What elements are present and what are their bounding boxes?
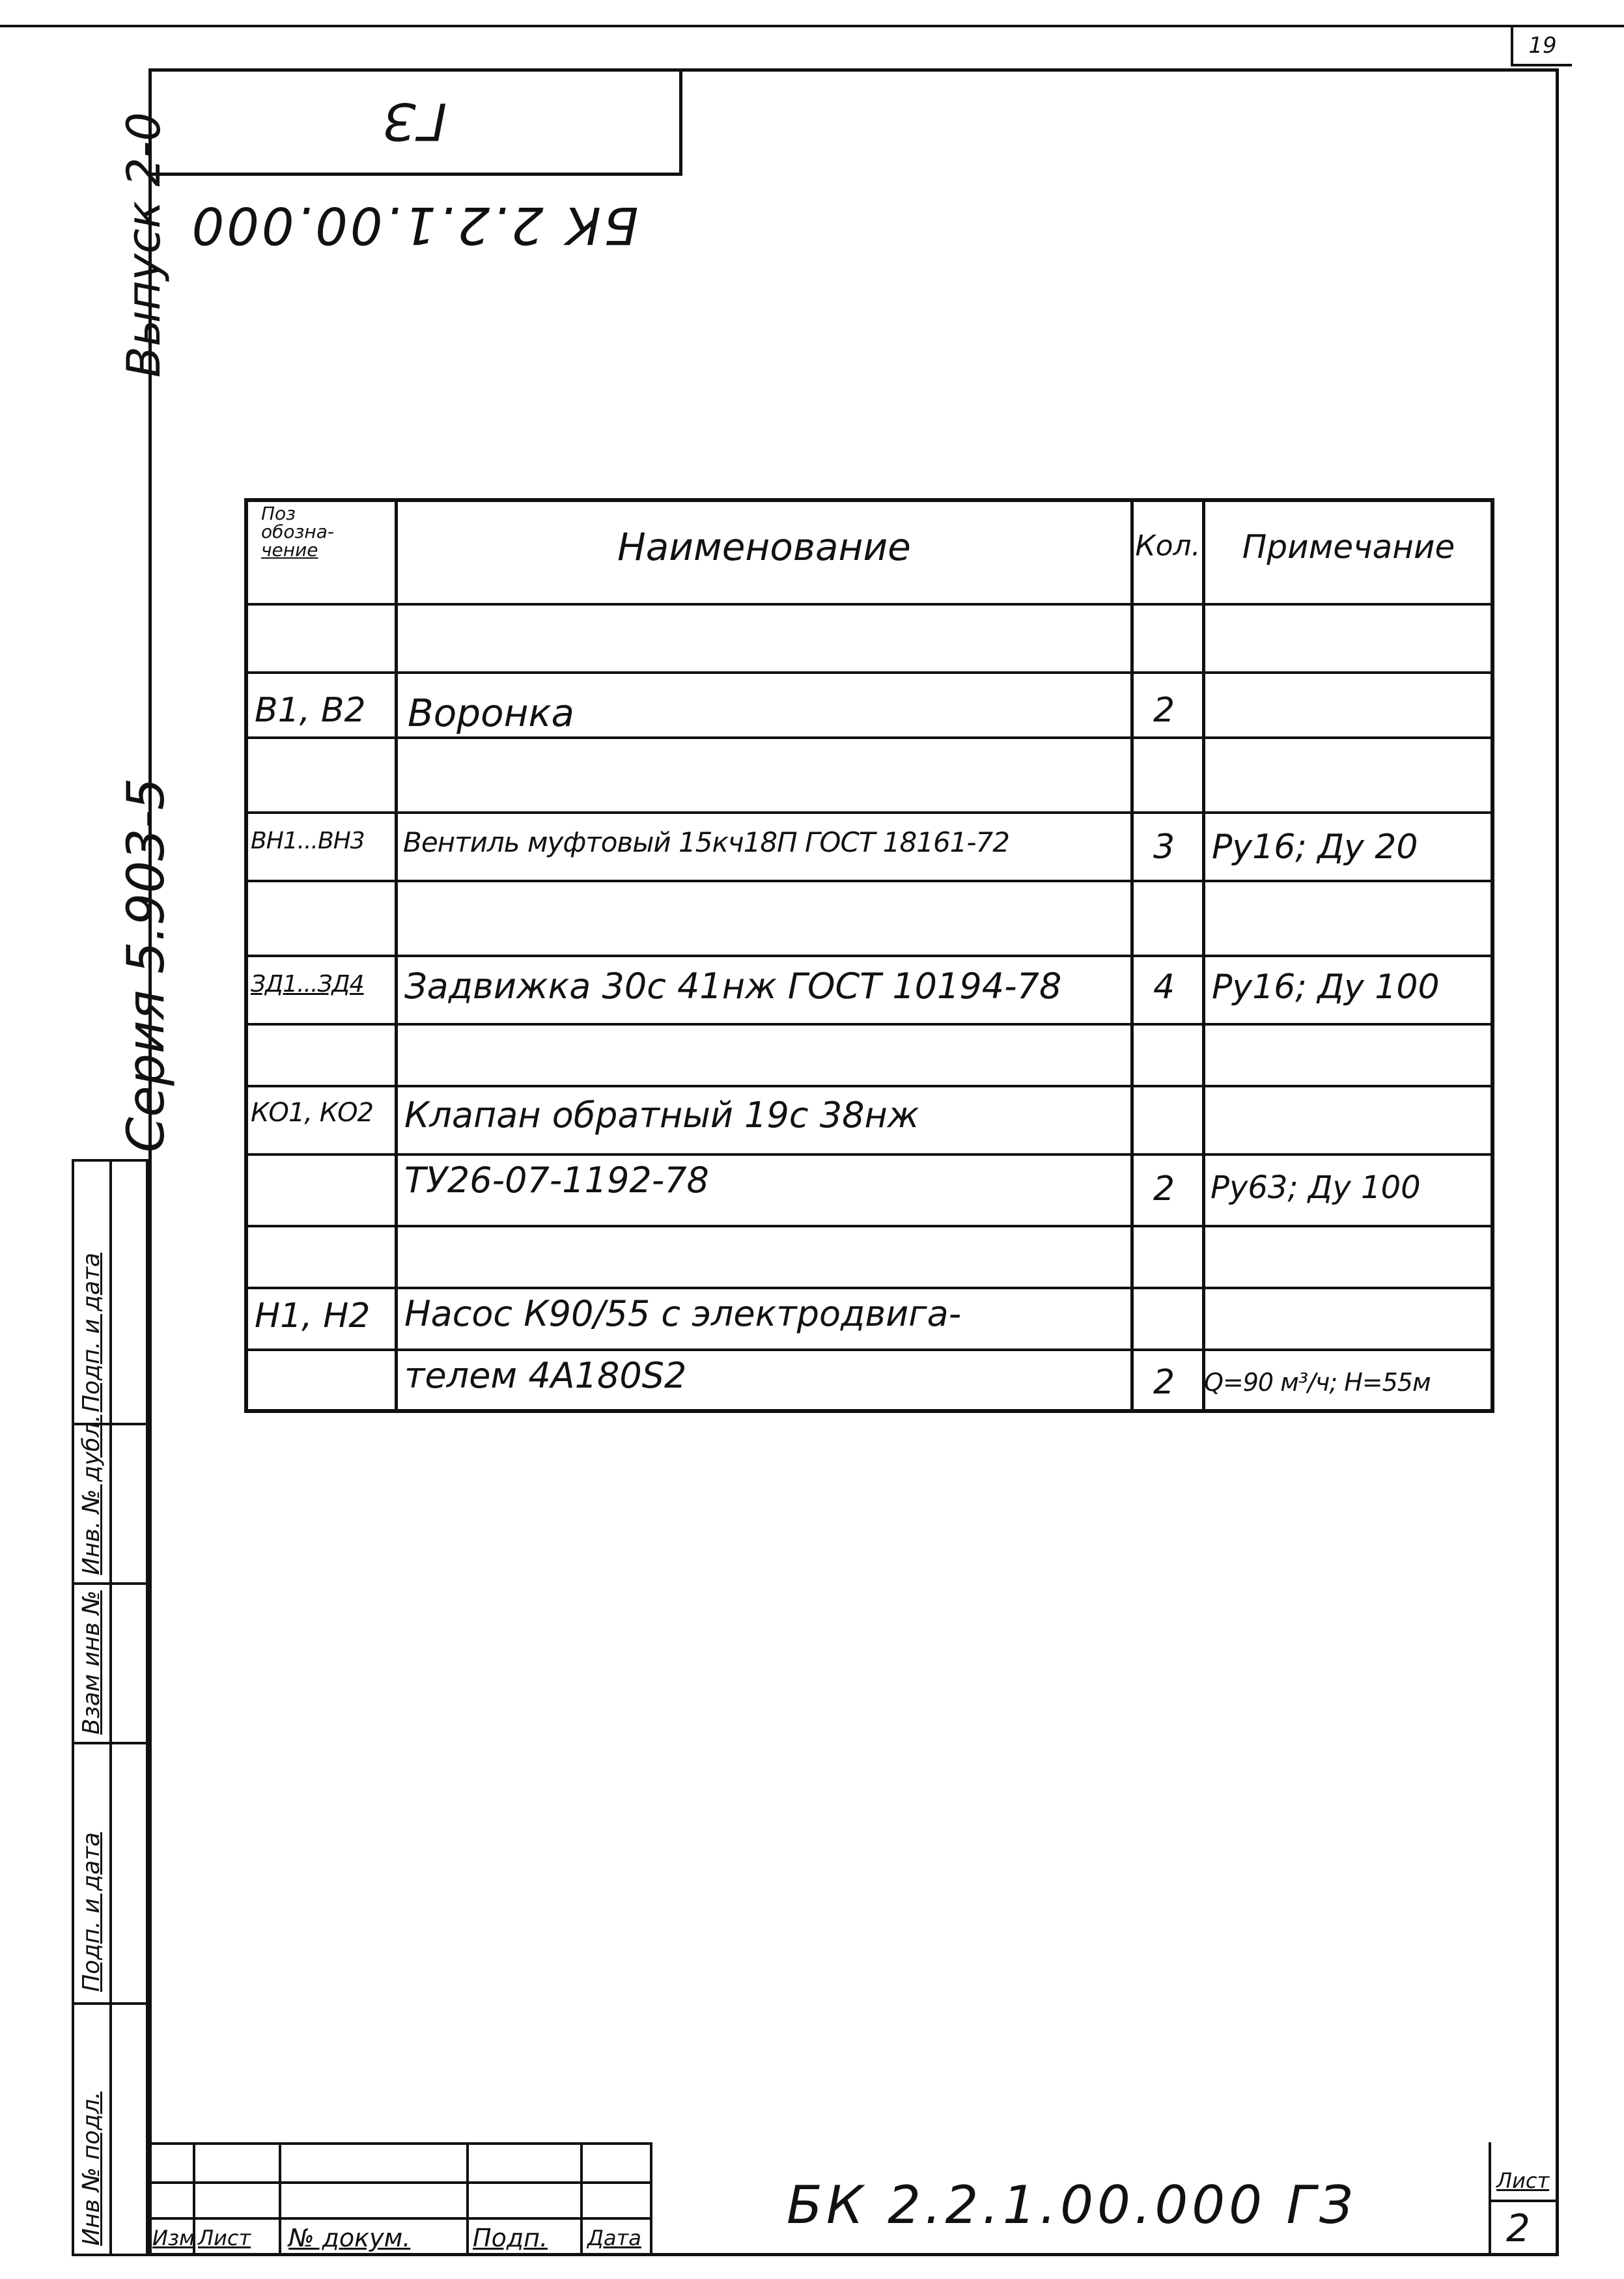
top-rule (0, 25, 1624, 27)
sheet-number: 2 (1506, 2206, 1530, 2250)
cell-pos: ВН1...ВН3 (251, 828, 365, 854)
cell-name: ТУ26-07-1192-78 (404, 1160, 709, 1201)
stamp-label: Взам инв № (78, 1590, 105, 1735)
stamp-cell (74, 1162, 151, 1425)
cell-name: Клапан обратный 19с 38нж (404, 1095, 919, 1136)
margin-stamp (72, 1159, 148, 2256)
cell-note: Q=90 м³/ч; Н=55м (1204, 1368, 1431, 1397)
cell-qty: 4 (1153, 968, 1175, 1007)
header-name: Наименование (617, 525, 911, 569)
cell-pos: Н1, Н2 (255, 1296, 371, 1335)
header-note: Примечание (1242, 528, 1455, 566)
stamp-cell (74, 1414, 151, 1585)
cell-name: Насос К90/55 с электродвига- (404, 1293, 962, 1334)
cell-pos: КО1, КО2 (251, 1098, 374, 1128)
tb-label-doc: № докум. (288, 2224, 411, 2252)
cell-qty: 3 (1153, 828, 1175, 867)
inverted-code: БК 2.2.1.00.000 ГЗ (189, 91, 639, 254)
cell-qty: 2 (1153, 691, 1175, 730)
cell-qty: 2 (1153, 1169, 1175, 1209)
tb-label-sign: Подп. (473, 2224, 548, 2252)
spec-table (244, 498, 1494, 1413)
stamp-label: Инв № подл. (78, 2091, 105, 2246)
header-pos: Поз обозна- чение (261, 503, 334, 561)
cell-name: телем 4А180S2 (404, 1355, 687, 1396)
header-qty: Кол. (1135, 529, 1201, 563)
cell-note: Ру63; Ду 100 (1211, 1169, 1421, 1206)
title-block (148, 2142, 1559, 2256)
inverted-code-box (148, 68, 682, 254)
cell-note: Ру16; Ду 20 (1212, 828, 1418, 867)
cell-name: Вентиль муфтовый 15кч18П ГОСТ 18161-72 (403, 826, 1009, 858)
cell-qty: 2 (1153, 1363, 1175, 1402)
stamp-label: Подп. и дата (78, 1252, 105, 1412)
cell-name: Воронка (408, 691, 575, 735)
stamp-cell (74, 2005, 151, 2256)
cell-pos: ЗД1...ЗД4 (251, 971, 364, 998)
stamp-cell (74, 1744, 151, 2005)
stamp-label: Инв. № дубл. (78, 1414, 105, 1575)
sheet-label: Лист (1496, 2168, 1550, 2193)
stamp-label: Подп. и дата (78, 1832, 105, 1992)
cell-name: Задвижка 30с 41нж ГОСТ 10194-78 (404, 966, 1062, 1007)
issue-label: Выпуск 2-0 (117, 112, 171, 378)
series-label: Серия 5.903-5 (117, 777, 176, 1153)
tb-label-list: Лист (198, 2226, 251, 2250)
cell-pos: В1, В2 (255, 691, 366, 730)
document-code: БК 2.2.1.00.000 ГЗ (787, 2175, 1357, 2235)
tb-label-izm: Изм (152, 2226, 195, 2250)
stamp-cell (74, 1585, 151, 1744)
tb-label-date: Дата (587, 2226, 641, 2250)
cell-note: Ру16; Ду 100 (1212, 968, 1440, 1007)
corner-sheet-number: 19 (1511, 27, 1572, 66)
